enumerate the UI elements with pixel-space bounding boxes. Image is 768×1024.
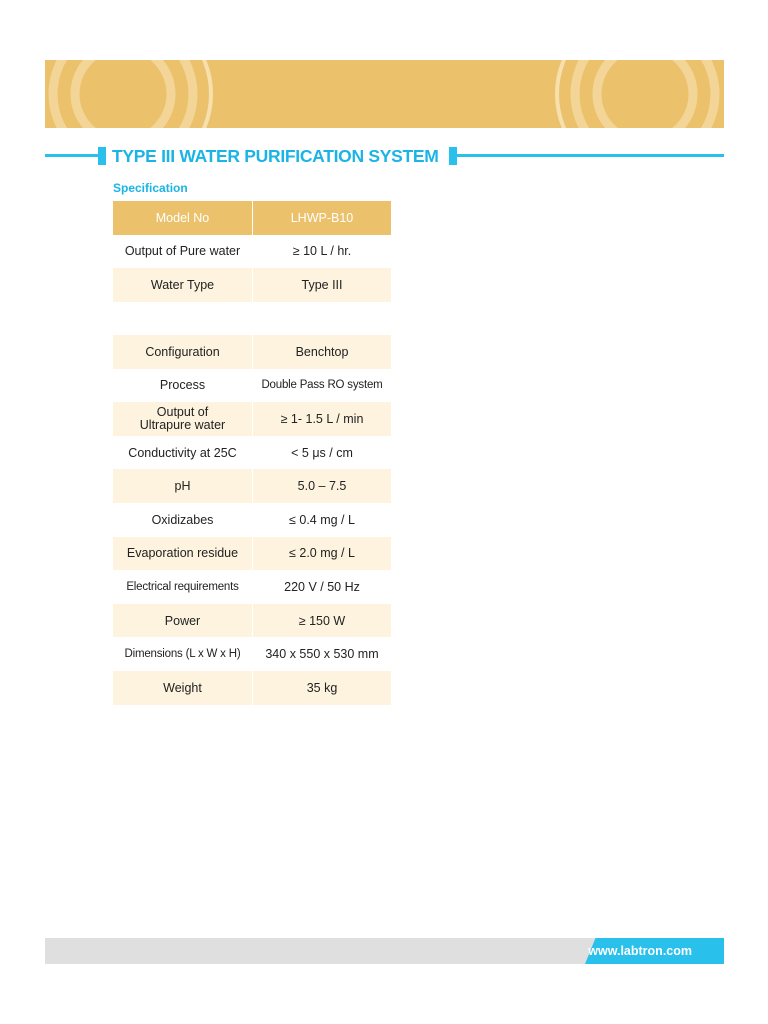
row-label: Power — [113, 604, 253, 638]
section-label: Specification — [113, 181, 188, 195]
row-value: ≤ 0.4 mg / L — [253, 503, 392, 537]
banner-circles-graphic — [45, 60, 724, 128]
table-row — [113, 604, 392, 638]
row-value: ≥ 150 W — [253, 604, 392, 638]
spec-table-details — [113, 335, 392, 705]
table-row — [113, 335, 392, 369]
header-value-cell: LHWP-B10 — [253, 201, 392, 235]
table-row — [113, 235, 392, 269]
table-row — [113, 469, 392, 503]
row-label: Output of Ultrapure water — [113, 402, 253, 436]
table-row — [113, 369, 392, 403]
row-value: Benchtop — [253, 335, 392, 369]
table-row — [113, 671, 392, 705]
table-row — [113, 570, 392, 604]
title-rule-left — [45, 154, 98, 157]
row-label: Conductivity at 25C — [113, 436, 253, 470]
header-label-cell: Model No — [113, 201, 253, 235]
row-value: ≥ 10 L / hr. — [253, 235, 392, 269]
row-label: Configuration — [113, 335, 253, 369]
row-label: pH — [113, 469, 253, 503]
website-link[interactable]: www.labtron.com — [588, 944, 692, 958]
header-banner — [45, 60, 724, 128]
row-value: ≤ 2.0 mg / L — [253, 537, 392, 571]
table-row — [113, 537, 392, 571]
row-label: Oxidizabes — [113, 503, 253, 537]
row-value: < 5 μs / cm — [253, 436, 392, 470]
row-value: 35 kg — [253, 671, 392, 705]
title-row — [45, 145, 724, 167]
table-row — [113, 268, 392, 302]
title-marker-left — [98, 147, 106, 165]
table-row — [113, 637, 392, 671]
table-row — [113, 436, 392, 470]
row-label: Evaporation residue — [113, 537, 253, 571]
row-label: Output of Pure water — [113, 235, 253, 269]
row-value: 340 x 550 x 530 mm — [253, 637, 392, 671]
footer-bar — [45, 938, 724, 964]
row-value: 5.0 – 7.5 — [253, 469, 392, 503]
row-label: Water Type — [113, 268, 253, 302]
row-label: Electrical requirements — [113, 570, 253, 604]
page-title: TYPE III WATER PURIFICATION SYSTEM — [112, 146, 439, 166]
spec-table-model — [113, 201, 392, 302]
table-header-row — [113, 201, 392, 235]
table-row — [113, 402, 392, 436]
title-rule-right — [457, 154, 724, 157]
row-value: Type III — [253, 268, 392, 302]
table-row — [113, 503, 392, 537]
row-value: 220 V / 50 Hz — [253, 570, 392, 604]
row-label: Weight — [113, 671, 253, 705]
row-value: Double Pass RO system — [253, 369, 392, 403]
title-marker-right — [449, 147, 457, 165]
row-label: Dimensions (L x W x H) — [113, 637, 253, 671]
row-value: ≥ 1- 1.5 L / min — [253, 402, 392, 436]
row-label: Process — [113, 369, 253, 403]
